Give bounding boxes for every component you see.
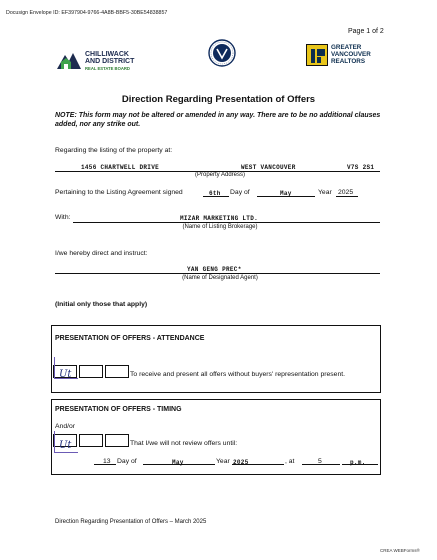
attendance-heading: PRESENTATION OF OFFERS - ATTENDANCE [55, 335, 205, 342]
direct-text: I/we hereby direct and instruct: [55, 250, 148, 257]
mountain-house-icon [55, 49, 83, 71]
attendance-text: To receive and present all offers without buyers' representation present. [130, 371, 346, 378]
brokerage-caption: (Name of Listing Brokerage) [182, 224, 258, 230]
timing-ampm: p.m. [350, 459, 366, 466]
gvr-logo-text: GREATER VANCOUVER REALTORS [331, 44, 371, 65]
attendance-initial-box-3[interactable] [105, 365, 129, 378]
chilliwack-logo-subtext: REAL ESTATE BOARD [85, 66, 130, 71]
timing-initial-box-3[interactable] [105, 434, 129, 447]
realtor-r-icon [307, 45, 329, 67]
footer-text: Direction Regarding Presentation of Offers – March 2025 [55, 519, 207, 525]
brokerage-name: MIZAR MARKETING LTD. [180, 215, 259, 222]
timing-text: That I/we will not review offers until: [130, 440, 238, 447]
agreement-prefix: Pertaining to the Listing Agreement signed [55, 189, 183, 196]
form-note: NOTE: This form may not be altered or amended in any way. There are to be no additional clauses added, nor any strike out. [55, 112, 381, 128]
timing-day: 13 [103, 458, 111, 465]
property-postal: V7S 2S1 [347, 164, 375, 171]
timing-andor: And/or [55, 423, 76, 430]
agent-name: YAN GENG PREC* [187, 266, 242, 273]
agreement-day: 6th [209, 190, 221, 197]
timing-year: 2025 [233, 459, 249, 466]
timing-day-label: Day of [117, 458, 137, 465]
chilliwack-logo-text: CHILLIWACK AND DISTRICT [85, 51, 135, 65]
envelope-id: Docusign Envelope ID: EF397904-9766-4A8B-BBF5-30BE54838857 [6, 10, 168, 16]
property-street: 1456 CHARTWELL DRIVE [81, 164, 160, 171]
attendance-initial-box-2[interactable] [79, 365, 103, 378]
agreement-day-label: Day of [230, 189, 250, 196]
timing-year-label: Year [216, 458, 230, 465]
form-title: Direction Regarding Presentation of Offers [121, 94, 316, 105]
property-city: WEST VANCOUVER [241, 164, 296, 171]
property-intro: Regarding the listing of the property at: [55, 147, 173, 154]
gvr-logo-mark [306, 44, 328, 66]
seal-icon [207, 38, 237, 68]
timing-initials: Ut [59, 440, 72, 451]
page-number: Page 1 of 2 [348, 28, 384, 35]
timing-month: May [172, 459, 184, 466]
timing-heading: PRESENTATION OF OFFERS - TIMING [55, 406, 182, 413]
agreement-month: May [280, 190, 292, 197]
timing-initial-box-2[interactable] [79, 434, 103, 447]
timing-hour: 5 [318, 458, 322, 465]
initial-note: (Initial only those that apply) [55, 301, 148, 308]
agreement-year-label: Year [318, 189, 332, 196]
property-caption: (Property Address) [194, 172, 246, 178]
fraser-valley-logo [207, 38, 237, 68]
agent-caption: (Name of Designated Agent) [182, 275, 258, 281]
gvr-logo [306, 44, 386, 72]
brokerage-label: With: [55, 214, 71, 221]
timing-at-label: , at [285, 458, 295, 465]
chilliwack-logo [55, 49, 145, 73]
attendance-initials: Ut [59, 369, 72, 380]
agreement-year: 2025 [338, 189, 354, 196]
crea-webforms-label: CREA WEBForms® [380, 548, 420, 553]
